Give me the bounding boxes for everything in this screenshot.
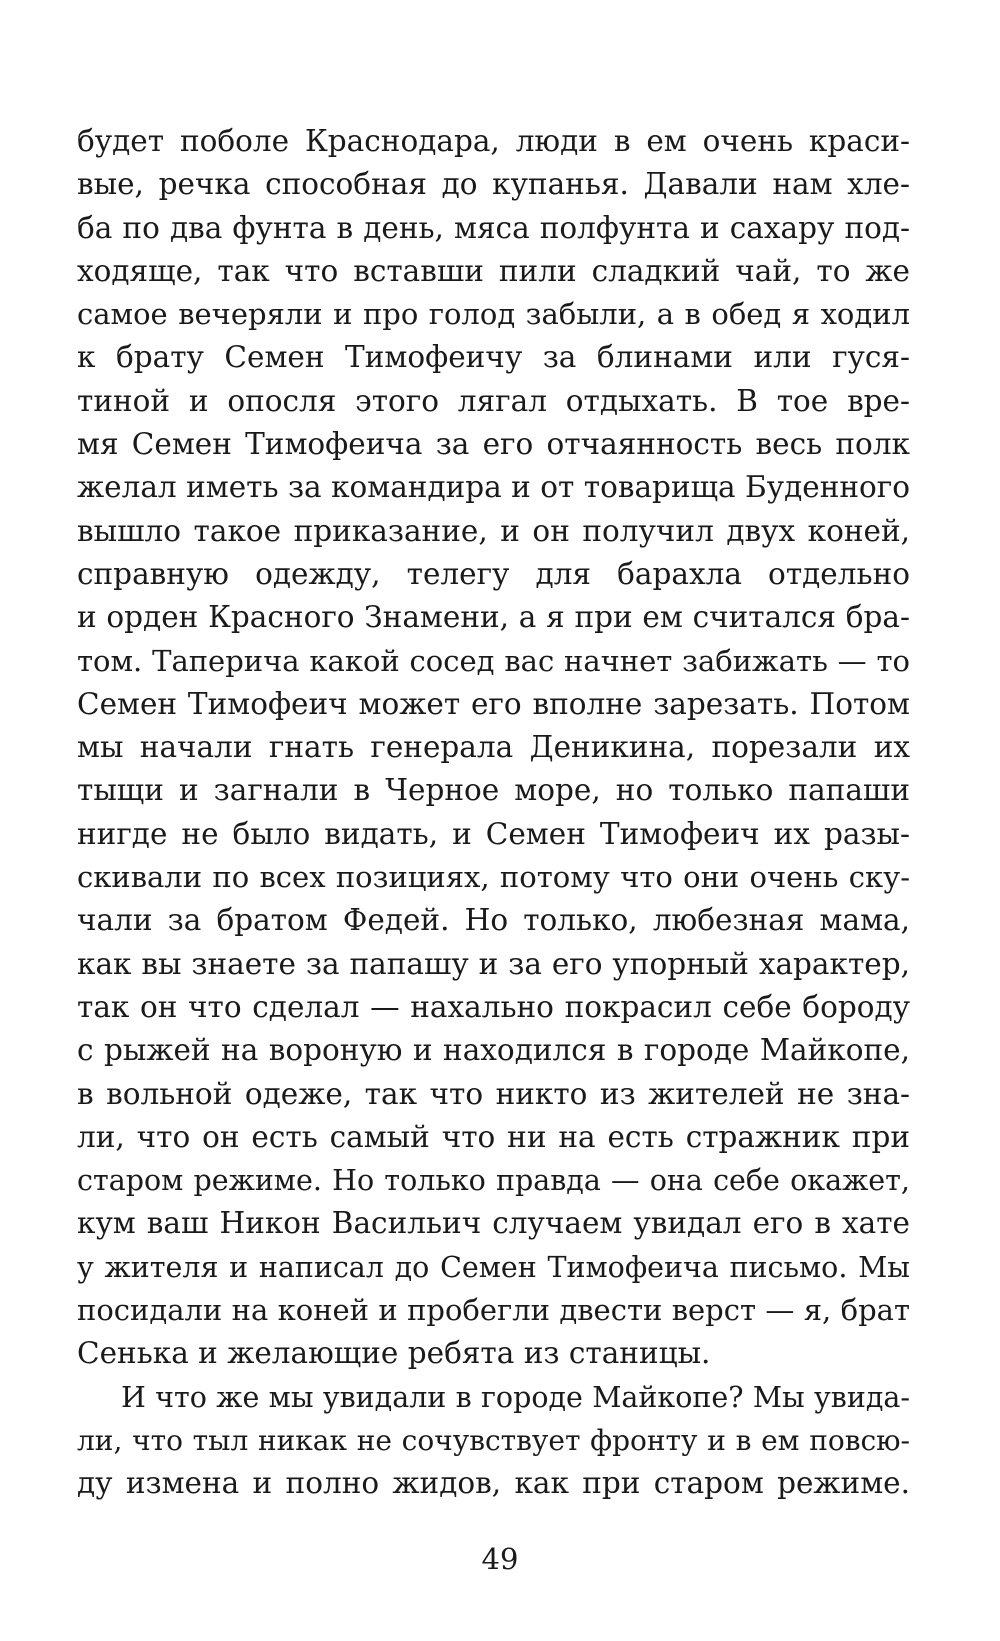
paragraph-1: [77, 120, 910, 1376]
text-line: желал иметь за командира и от товарища Буденного: [77, 470, 910, 505]
text-line: самое вечеряли и про голод забыли, а в обед я ходил: [77, 297, 910, 332]
text-line: кум ваш Никон Васильич случаем увидал его в хате: [77, 1206, 910, 1241]
text-line: И что же мы увидали в городе Майкопе? Мы увида-: [121, 1380, 910, 1414]
text-line: справную одежду, телегу для барахла отдельно: [77, 556, 910, 591]
text-line: как вы знаете за папашу и за его упорный характер,: [77, 946, 910, 981]
text-line: ба по два фунта в день, мяса полфунта и сахару под-: [77, 210, 910, 245]
body-text: [77, 120, 910, 1506]
text-line: чали за братом Федей. Но только, любезная мама,: [77, 903, 910, 938]
text-line: вышло такое приказание, и он получил двух коней,: [77, 513, 910, 548]
paragraph-2: [77, 1376, 910, 1506]
text-line: будет поболе Краснодара, люди в ем очень краси-: [77, 124, 910, 158]
text-line: нигде не было видать, и Семен Тимофеич их разы-: [77, 816, 910, 851]
text-line: Семен Тимофеич может его вполне зарезать. Потом: [77, 686, 910, 721]
text-line: мя Семен Тимофеича за его отчаянность весь полк: [77, 427, 910, 462]
text-line: мы начали гнать генерала Деникина, порезали их: [77, 730, 910, 765]
text-line: скивали по всех позициях, потому что они очень ску-: [77, 860, 910, 895]
text-line: том. Таперича какой сосед вас начнет забижать — то: [77, 643, 910, 678]
text-line: так он что сделал — нахально покрасил себе бороду: [77, 989, 910, 1024]
text-line: тиной и опосля этого лягал отдыхать. В тое вре-: [77, 383, 910, 418]
text-line: ли, что тыл никак не сочувствует фронту и в ем повсю-: [77, 1423, 910, 1457]
text-line: ходяще, так что вставши пили сладкий чай, то же: [77, 253, 910, 288]
text-line: у жителя и написал до Семен Тимофеича письмо. Мы: [77, 1250, 910, 1284]
text-line: тыщи и загнали в Черное море, но только папаши: [77, 773, 910, 808]
text-line: с рыжей на вороную и находился в городе Майкопе,: [77, 1033, 910, 1068]
text-line: Сенька и желающие ребята из станицы.: [77, 1336, 711, 1371]
text-line: к брату Семен Тимофеичу за блинами или гуся-: [77, 340, 910, 375]
text-line: посидали на коней и пробегли двести верст — я, брат: [77, 1293, 910, 1328]
text-line: вые, речка способная до купанья. Давали нам хле-: [77, 167, 910, 202]
text-line: ду измена и полно жидов, как при старом режиме.: [77, 1466, 910, 1501]
text-line: старом режиме. Но только правда — она себе окажет,: [77, 1164, 910, 1198]
page-number: 49: [481, 1542, 519, 1576]
text-line: и орден Красного Знамени, а я при ем считался бра-: [77, 600, 910, 635]
text-line: в вольной одеже, так что никто из жителей не зна-: [77, 1076, 910, 1111]
text-line: ли, что он есть самый что ни на есть стражник при: [77, 1119, 910, 1154]
